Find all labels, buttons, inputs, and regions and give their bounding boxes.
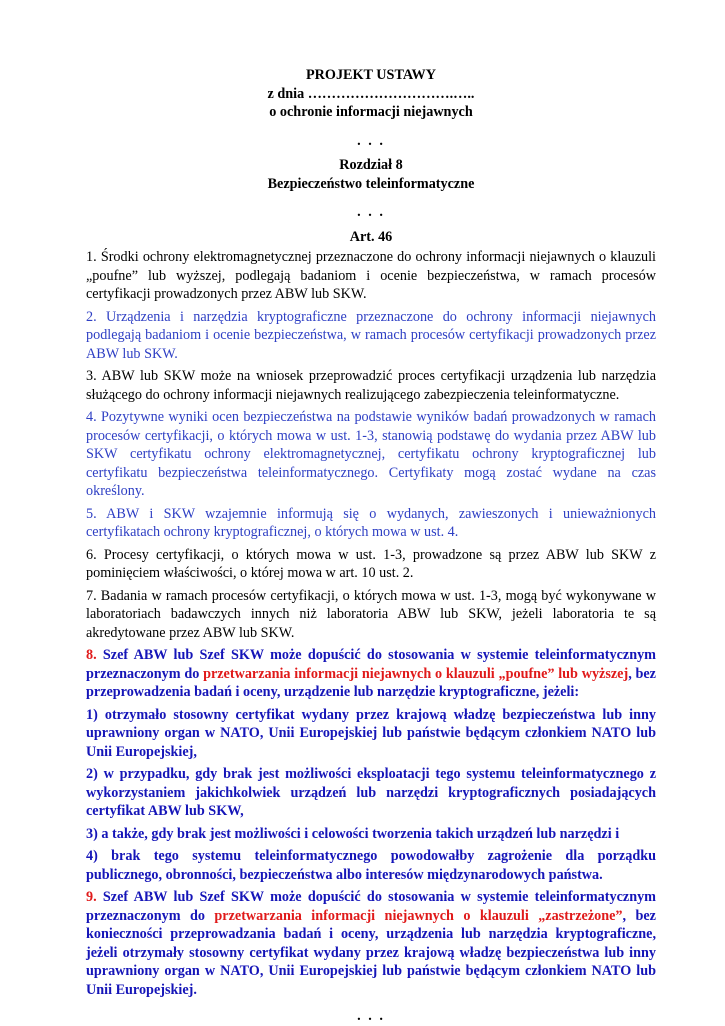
paragraph-8-point-1: 1) otrzymało stosowny certyfikat wydany przez krajową władzę bezpieczeństwa lub inny uprawniony organ w NATO, Unii Europejskiej lub państwie będącym członkiem NATO lub Unii Europejskiej,	[86, 706, 656, 760]
paragraph-9-highlight: przetwarzania informacji niejawnych o klauzuli „zastrzeżone”	[214, 907, 623, 924]
date-line: z dnia ………………………….…..	[267, 85, 475, 102]
chapter-title: Bezpieczeństwo teleinformatyczne	[267, 175, 475, 192]
paragraph-2: 2. Urządzenia i narzędzia kryptograficzne przeznaczone do ochrony informacji niejawnych podlegają badaniom i ocenie bezpieczeństwa, w ramach procesów certyfikacji prowadzonych przez ABW lub SKW.	[86, 308, 656, 362]
document-title: PROJEKT USTAWY	[306, 67, 436, 83]
paragraph-8-point-2: 2) w przypadku, gdy brak jest możliwości eksploatacji tego systemu teleinformatycznego z wykorzystaniem jakichkolwiek urządzeń lub narzędzi kryptograficznych posiadających certyfikat ABW lub SKW,	[86, 766, 656, 819]
paragraph-8-text-b: , bez przeprowadzenia badań i oceny, urządzenie lub narzędzie kryptograficzne, jeżeli:	[86, 665, 656, 700]
ellipsis-separator: . . .	[357, 204, 385, 220]
ellipsis-separator-end: . . .	[357, 1008, 385, 1024]
paragraph-1: 1. Środki ochrony elektromagnetycznej przeznaczone do ochrony informacji niejawnych o klauzuli „poufne” lub wyższej, podlegają badaniom i ocenie bezpieczeństwa, w ramach procesów certyfikacji prowadzonych przez ABW lub SKW.	[86, 249, 656, 302]
document-body	[86, 66, 656, 1026]
paragraph-9-number: 9.	[86, 889, 97, 905]
paragraph-8-number: 8.	[86, 647, 97, 663]
chapter-number: Rozdział 8	[339, 157, 403, 173]
paragraph-5: 5. ABW i SKW wzajemnie informują się o wydanych, zawieszonych i unieważnionych certyfikatach ochrony kryptograficznej, o których mowa w ust. 4.	[86, 505, 656, 540]
paragraph-3: 3. ABW lub SKW może na wniosek przeprowadzić proces certyfikacji urządzenia lub narzędzia służącego do ochrony informacji niejawnych realizującego zabezpieczenia teleinformatyczne.	[86, 368, 656, 403]
paragraph-8-text-a: Szef ABW lub Szef SKW może dopuścić do stosowania w systemie teleinformatycznym przeznaczonym do	[86, 647, 656, 682]
article-heading: Art. 46	[349, 228, 393, 245]
ellipsis-separator: . . .	[357, 132, 385, 149]
paragraph-8	[86, 646, 656, 702]
paragraph-8-highlight: przetwarzania informacji niejawnych o klauzuli „poufne” lub wyższej	[203, 665, 629, 682]
paragraph-4: 4. Pozytywne wyniki ocen bezpieczeństwa na podstawie wyników badań prowadzonych w ramach procesów certyfikacji, o których mowa w ust. 1-3, stanowią podstawę do wydania przez ABW lub SKW certyfikatu ochrony elektromagnetycznej, certyfikatu ochrony kryptograficznej lub certyfikatu bezpieczeństwa teleinformatycznego. Certyfikaty mogą zostać wydane na czas określony.	[86, 409, 656, 499]
paragraph-6: 6. Procesy certyfikacji, o których mowa w ust. 1-3, prowadzone są przez ABW lub SKW z pominięciem właściwości, o której mowa w art. 10 ust. 2.	[86, 546, 656, 581]
paragraph-9-text-a: Szef ABW lub Szef SKW może dopuścić do stosowania w systemie teleinformatycznym przeznaczonym do	[86, 889, 656, 924]
paragraph-9	[86, 888, 656, 999]
paragraph-8-point-3: 3) a także, gdy brak jest możliwości i celowości tworzenia takich urządzeń lub narzędzi i	[86, 825, 620, 842]
paragraph-8-point-4: 4) brak tego systemu teleinformatycznego powodowałby zagrożenie dla porządku publicznego, obronności, bezpieczeństwa albo interesów międzynarodowych państwa.	[86, 848, 656, 883]
paragraph-7: 7. Badania w ramach procesów certyfikacji, o których mowa w ust. 1-3, mogą być wykonywane w laboratoriach badawczych innych niż laboratoria ABW lub SKW, jeżeli laboratoria te są akredytowane przez ABW lub SKW.	[86, 587, 656, 641]
document-subject: o ochronie informacji niejawnych	[269, 104, 473, 120]
paragraph-9-text-b: , bez konieczności przeprowadzania badań i oceny, urządzenia lub narzędzia kryptograficzne, jeżeli otrzymały stosowny certyfikat wydany przez krajową władzę bezpieczeństwa lub inny uprawniony organ w NATO, Unii Europejskiej lub państwie będącym członkiem NATO lub Unii Europejskiej.	[86, 907, 656, 998]
